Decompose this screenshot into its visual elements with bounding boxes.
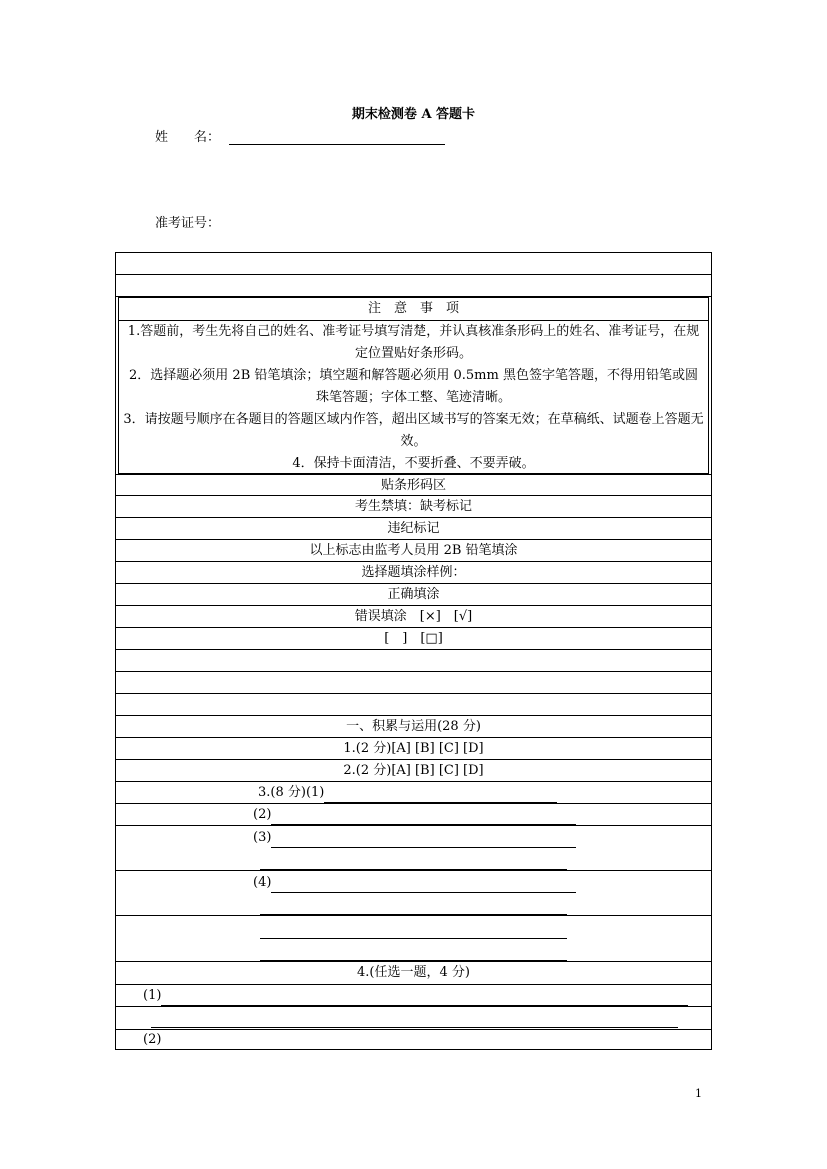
answer-blank[interactable]: [271, 878, 576, 893]
answer-blank[interactable]: [271, 833, 576, 848]
answer-card: [115, 252, 712, 1050]
question-3-1-label: 3.(8 分)(1): [258, 785, 325, 800]
absent-mark-row[interactable]: 考生禁填：缺考标记: [116, 496, 711, 518]
question-4-2-label: (2): [143, 1032, 162, 1047]
answer-blank[interactable]: [260, 855, 567, 870]
question-3-3-row: [116, 826, 711, 871]
answer-blank[interactable]: [271, 810, 576, 825]
marker-note-row: 以上标志由监考人员用 2B 铅笔填涂: [116, 540, 711, 562]
question-4-1-label: (1): [143, 988, 162, 1003]
answer-blank[interactable]: [260, 900, 567, 915]
barcode-area: 贴条形码区: [116, 474, 711, 496]
notice-item-1: 1.答题前，考生先将自己的姓名、准考证号填写清楚，并认真核准条形码上的姓名、准考证号，在规定位置贴好条形码。: [127, 324, 700, 361]
name-blank[interactable]: [229, 130, 445, 145]
blank-row: [116, 253, 711, 275]
notice-box: [118, 297, 709, 474]
page-title: 期末检测卷 A 答题卡: [351, 107, 476, 122]
answer-blank[interactable]: [260, 924, 567, 939]
notice-item-4: 4．保持卡面清洁，不要折叠、不要弄破。: [292, 456, 535, 471]
question-4-2-row: [116, 1030, 711, 1050]
name-label: 姓 名：: [155, 130, 221, 145]
answer-blank[interactable]: [260, 946, 567, 961]
question-3-4-label: (4): [253, 875, 272, 890]
correct-sample-row: 正确填涂: [116, 584, 711, 606]
question-3-extra-row: [116, 916, 711, 962]
page-number: 1: [695, 1087, 702, 1100]
blank-row: [116, 275, 711, 297]
exam-number-label: 准考证号：: [155, 216, 221, 231]
question-3-2-row: [116, 804, 711, 826]
notice-item-2: 2．选择题必须用 2B 铅笔填涂；填空题和解答题必须用 0.5mm 黑色签字笔答题，不得用铅笔或圆珠笔答题；字体工整、笔迹清晰。: [129, 368, 698, 405]
question-1-choices[interactable]: 1.(2 分)[A] [B] [C] [D]: [116, 738, 711, 760]
sample-title-row: 选择题填涂样例：: [116, 562, 711, 584]
section1-title: 一、积累与运用(28 分): [116, 716, 711, 738]
question-3-4-row: [116, 871, 711, 916]
question-3-3-label: (3): [253, 830, 272, 845]
wrong-sample-row: 错误填涂 [×] [√]: [116, 606, 711, 628]
question-2-choices[interactable]: 2.(2 分)[A] [B] [C] [D]: [116, 760, 711, 782]
blank-row: [116, 650, 711, 672]
answer-blank[interactable]: [151, 1013, 678, 1028]
question-4-1-row: [116, 985, 711, 1007]
question-3-1-row: [116, 782, 711, 804]
answer-blank[interactable]: [324, 788, 557, 803]
blank-row: [116, 672, 711, 694]
answer-blank[interactable]: [161, 991, 688, 1006]
notice-heading: 注 意 事 项: [119, 298, 708, 321]
violation-mark-row[interactable]: 违纪标记: [116, 518, 711, 540]
question-3-2-label: (2): [253, 807, 272, 822]
notice-item-3: 3．请按题号顺序在各题目的答题区域内作答，超出区域书写的答案无效；在草稿纸、试题卷上答题无效。: [123, 412, 704, 449]
question-4-title: 4.(任选一题，4 分): [116, 962, 711, 985]
answer-blank[interactable]: [161, 1035, 688, 1050]
name-field-row: [155, 126, 445, 145]
wrong-sample-row-2: [ ] [□]: [116, 628, 711, 650]
blank-row: [116, 694, 711, 716]
question-4-1-continued-row: [116, 1007, 711, 1030]
